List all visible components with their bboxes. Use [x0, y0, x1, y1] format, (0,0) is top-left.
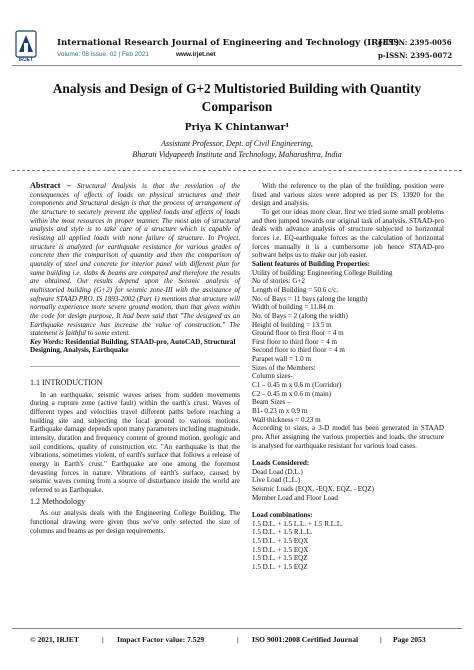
- right-column: [252, 182, 444, 572]
- footer-separator: |: [380, 635, 382, 644]
- feature-item: Second floor to third floor = 4 m: [252, 346, 345, 355]
- feature-item: First floor to third floor = 4 m: [252, 337, 337, 346]
- feature-item: B1- 0.23 m x 0.9 m: [252, 407, 308, 416]
- loads-list: [252, 468, 444, 503]
- combination-item: 1.5 D.L. + 1.5 L.L. + 1.5 R.L.L.: [252, 519, 343, 528]
- spacer: [252, 502, 444, 511]
- feature-item: Parapet wall = 1.0 m: [252, 355, 311, 364]
- section-heading-introduction: 1.1 INTRODUCTION: [30, 378, 103, 388]
- abstract: [30, 182, 240, 338]
- author-name: Priya K Chintanwar¹: [184, 122, 290, 133]
- feature-item: No of stories: G+2: [252, 277, 306, 286]
- combination-item: 1.5 D.L. + 1.5 EQX: [252, 545, 309, 554]
- footer-separator: |: [102, 635, 104, 644]
- feature-item: C1 – 0.45 m x 0.6 m (Corridor): [252, 381, 342, 390]
- affiliation: [0, 138, 474, 160]
- features-heading: Salient features of Building Properties:: [252, 259, 370, 268]
- methodology-text: As our analysis deals with the Engineering College Building, The functional drawing were given thus we've only selected the size of columns and beams as per design requirements.: [30, 509, 240, 535]
- keywords-text: Residential Building, STAAD-pro, AutoCAD, Structural Designing, Analysis, Earthquake: [30, 337, 236, 355]
- footer-separator: |: [237, 635, 239, 644]
- affiliation-line-1: Assistant Professor, Dept. of Civil Engineering,: [161, 139, 313, 148]
- journal-website-link[interactable]: www.irjet.net: [176, 51, 216, 58]
- title-line-1: Analysis and Design of G+2 Multistoried Building with Quantity: [52, 81, 422, 96]
- title-separator: [12, 170, 462, 171]
- volume-issue: Volume: 08 Issue: 02 | Feb 2021: [57, 51, 149, 58]
- footer-copyright: © 2021, IRJET: [30, 635, 79, 644]
- page-header: [0, 0, 474, 70]
- affiliation-line-2: Bharati Vidyapeeth Institute and Technology, Maharashtra, India: [132, 150, 342, 159]
- irjet-logo-icon: [15, 30, 37, 58]
- combination-item: 1.5 D.L. + 1.5 EQX: [252, 536, 309, 545]
- load-item: Seismic Loads (EQX, -EQX, EQZ, - EQZ): [252, 484, 374, 493]
- feature-item: C2 – 0.45 m x 0.6 m (main): [252, 389, 332, 398]
- feature-item: Width of building = 11.84 m: [252, 303, 334, 312]
- loads-heading: Loads Considered:: [252, 458, 310, 467]
- right-paragraph-3: According to sizes, a 3-D model has been generated in STAAD pro. After assigning the various properties and loads, the structure is analysed for earthquake resistant for various load cases.: [252, 424, 444, 450]
- feature-item: Ground floor to first floor = 4 m: [252, 329, 344, 338]
- load-item: Dead Load (D.L.): [252, 467, 303, 476]
- page-footer: [12, 635, 462, 647]
- footer-iso: ISO 9001:2008 Certified Journal: [252, 635, 359, 644]
- footer-impact-factor: Impact Factor value: 7.529: [117, 635, 205, 644]
- load-item: Member Load and Floor Load: [252, 493, 338, 502]
- feature-item: No. of Bays = 2 (along the width): [252, 311, 348, 320]
- abstract-divider: [30, 366, 240, 367]
- feature-item: No. of Bays = 11 bays (along the length): [252, 294, 368, 303]
- combination-item: 1.5 D.L. + 1.5 R.L.L.: [252, 528, 313, 537]
- feature-item: Sizes of the Members:: [252, 363, 316, 372]
- combinations-list: [252, 520, 444, 572]
- feature-item: Length of Building = 50.6 c/c.: [252, 285, 339, 294]
- abstract-heading: Abstract –: [30, 181, 71, 190]
- introduction-text: In an earthquake, seismic waves arises from sudden movements during a rupture zone (active fault) within the earth's crust. Waves of different types and velocities travel different paths before reaching a building site and subjecting the local ground to various motions. Earthquake damage depends upon many parameters including magnitude, intensity, duration and frequency content of ground motion, geologic and soil conditions, quality of construction etc. "An earthquake is that the vibrations, sometimes violent, of earth's surface that follows a release of energy in Earth's crust." Earthquake are one among the foremost devasting forces in nature. Vibrations of earth's surface, caused by seismic waves coming from a source of disturbance inside the world are referred to as Earthquake.: [30, 390, 240, 494]
- paper-title: [40, 80, 434, 116]
- keywords: [30, 338, 240, 355]
- feature-item: Beam Sizes –: [252, 398, 291, 407]
- combination-item: 1.5 D.L. + 1.5 EQZ: [252, 554, 308, 563]
- feature-item: Column sizes-: [252, 372, 293, 381]
- e-issn: e-ISSN: 2395-0056: [378, 38, 452, 47]
- load-item: Live Load (L.L.): [252, 476, 301, 485]
- journal-name: International Research Journal of Engineering and Technology (IRJET): [57, 38, 400, 48]
- combination-item: 1.5 D.L. + 1.5 EQZ: [252, 562, 308, 571]
- footer-divider: [12, 628, 462, 629]
- spacer: [252, 450, 444, 459]
- keywords-label: Key Words:: [30, 337, 64, 346]
- abstract-text: Structural Analysis is that the revelation of the consequences of effects of loads on physical structures and their components and Structural design is that the process of arrangement of the structure to securely prevent the applied loads and effects of loads within the most resources in proper manner. The most aim of structural analysis and style is to take care of a structure which is capable of resisting all applied loads with none failure of structure. In Project, structure is analyzed for earthquake resistance for various grades of concrete then the comparison of quantity and then the comparison of quantity of steel and concrete for interior panel with different plan for same building i.e. slabs & beams are compared and therefore the results are obtained. Our results depend upon the Seismic analysis of multistoried building (G+2) for seismic zone-III with the assistance of software STAAD PRO. IS 1893-2002 (Part 1) mentions that structure will normally experience more severe ground motion, than that given within the code for design purpose, It had been said that "The designed as an Earthquake resistance has increase the value of construction." The statement is faithful to some extent.: [30, 182, 241, 338]
- right-paragraph-1: With the reference to the plan of the building, position were fixed and various sizes were adopted as per IS: 13920 for the design and analysis.: [252, 182, 444, 208]
- logo-text: IRJET: [18, 57, 34, 63]
- feature-item: Wall thickness = 0.23 m: [252, 415, 321, 424]
- left-column: [30, 182, 240, 535]
- header-divider: [12, 65, 462, 66]
- combinations-heading: Load combinations:: [252, 510, 313, 519]
- footer-page-number: Page 2053: [393, 635, 426, 644]
- title-line-2: Comparison: [201, 99, 273, 114]
- feature-item: Utility of building: Engineering College Building: [252, 268, 393, 277]
- right-paragraph-2: To get our ideas more clear, first we tried some small problems and then jumped towards our original task of analysis. STAAD-pro deals with advance analysis of structure subjected to horizontal forces i.e. EQ-earthquake forces as the calculation of horizontal forces manually it is a cumbersome job hence STAAD-pro software helps us to make our job easier.: [252, 207, 444, 260]
- section-heading-methodology: 1.2 Methodology: [30, 496, 86, 506]
- feature-item: Height of building = 13.5 m: [252, 320, 332, 329]
- features-list: [252, 269, 444, 425]
- journal-subline: [57, 51, 216, 58]
- p-issn: p-ISSN: 2395-0072: [378, 51, 453, 60]
